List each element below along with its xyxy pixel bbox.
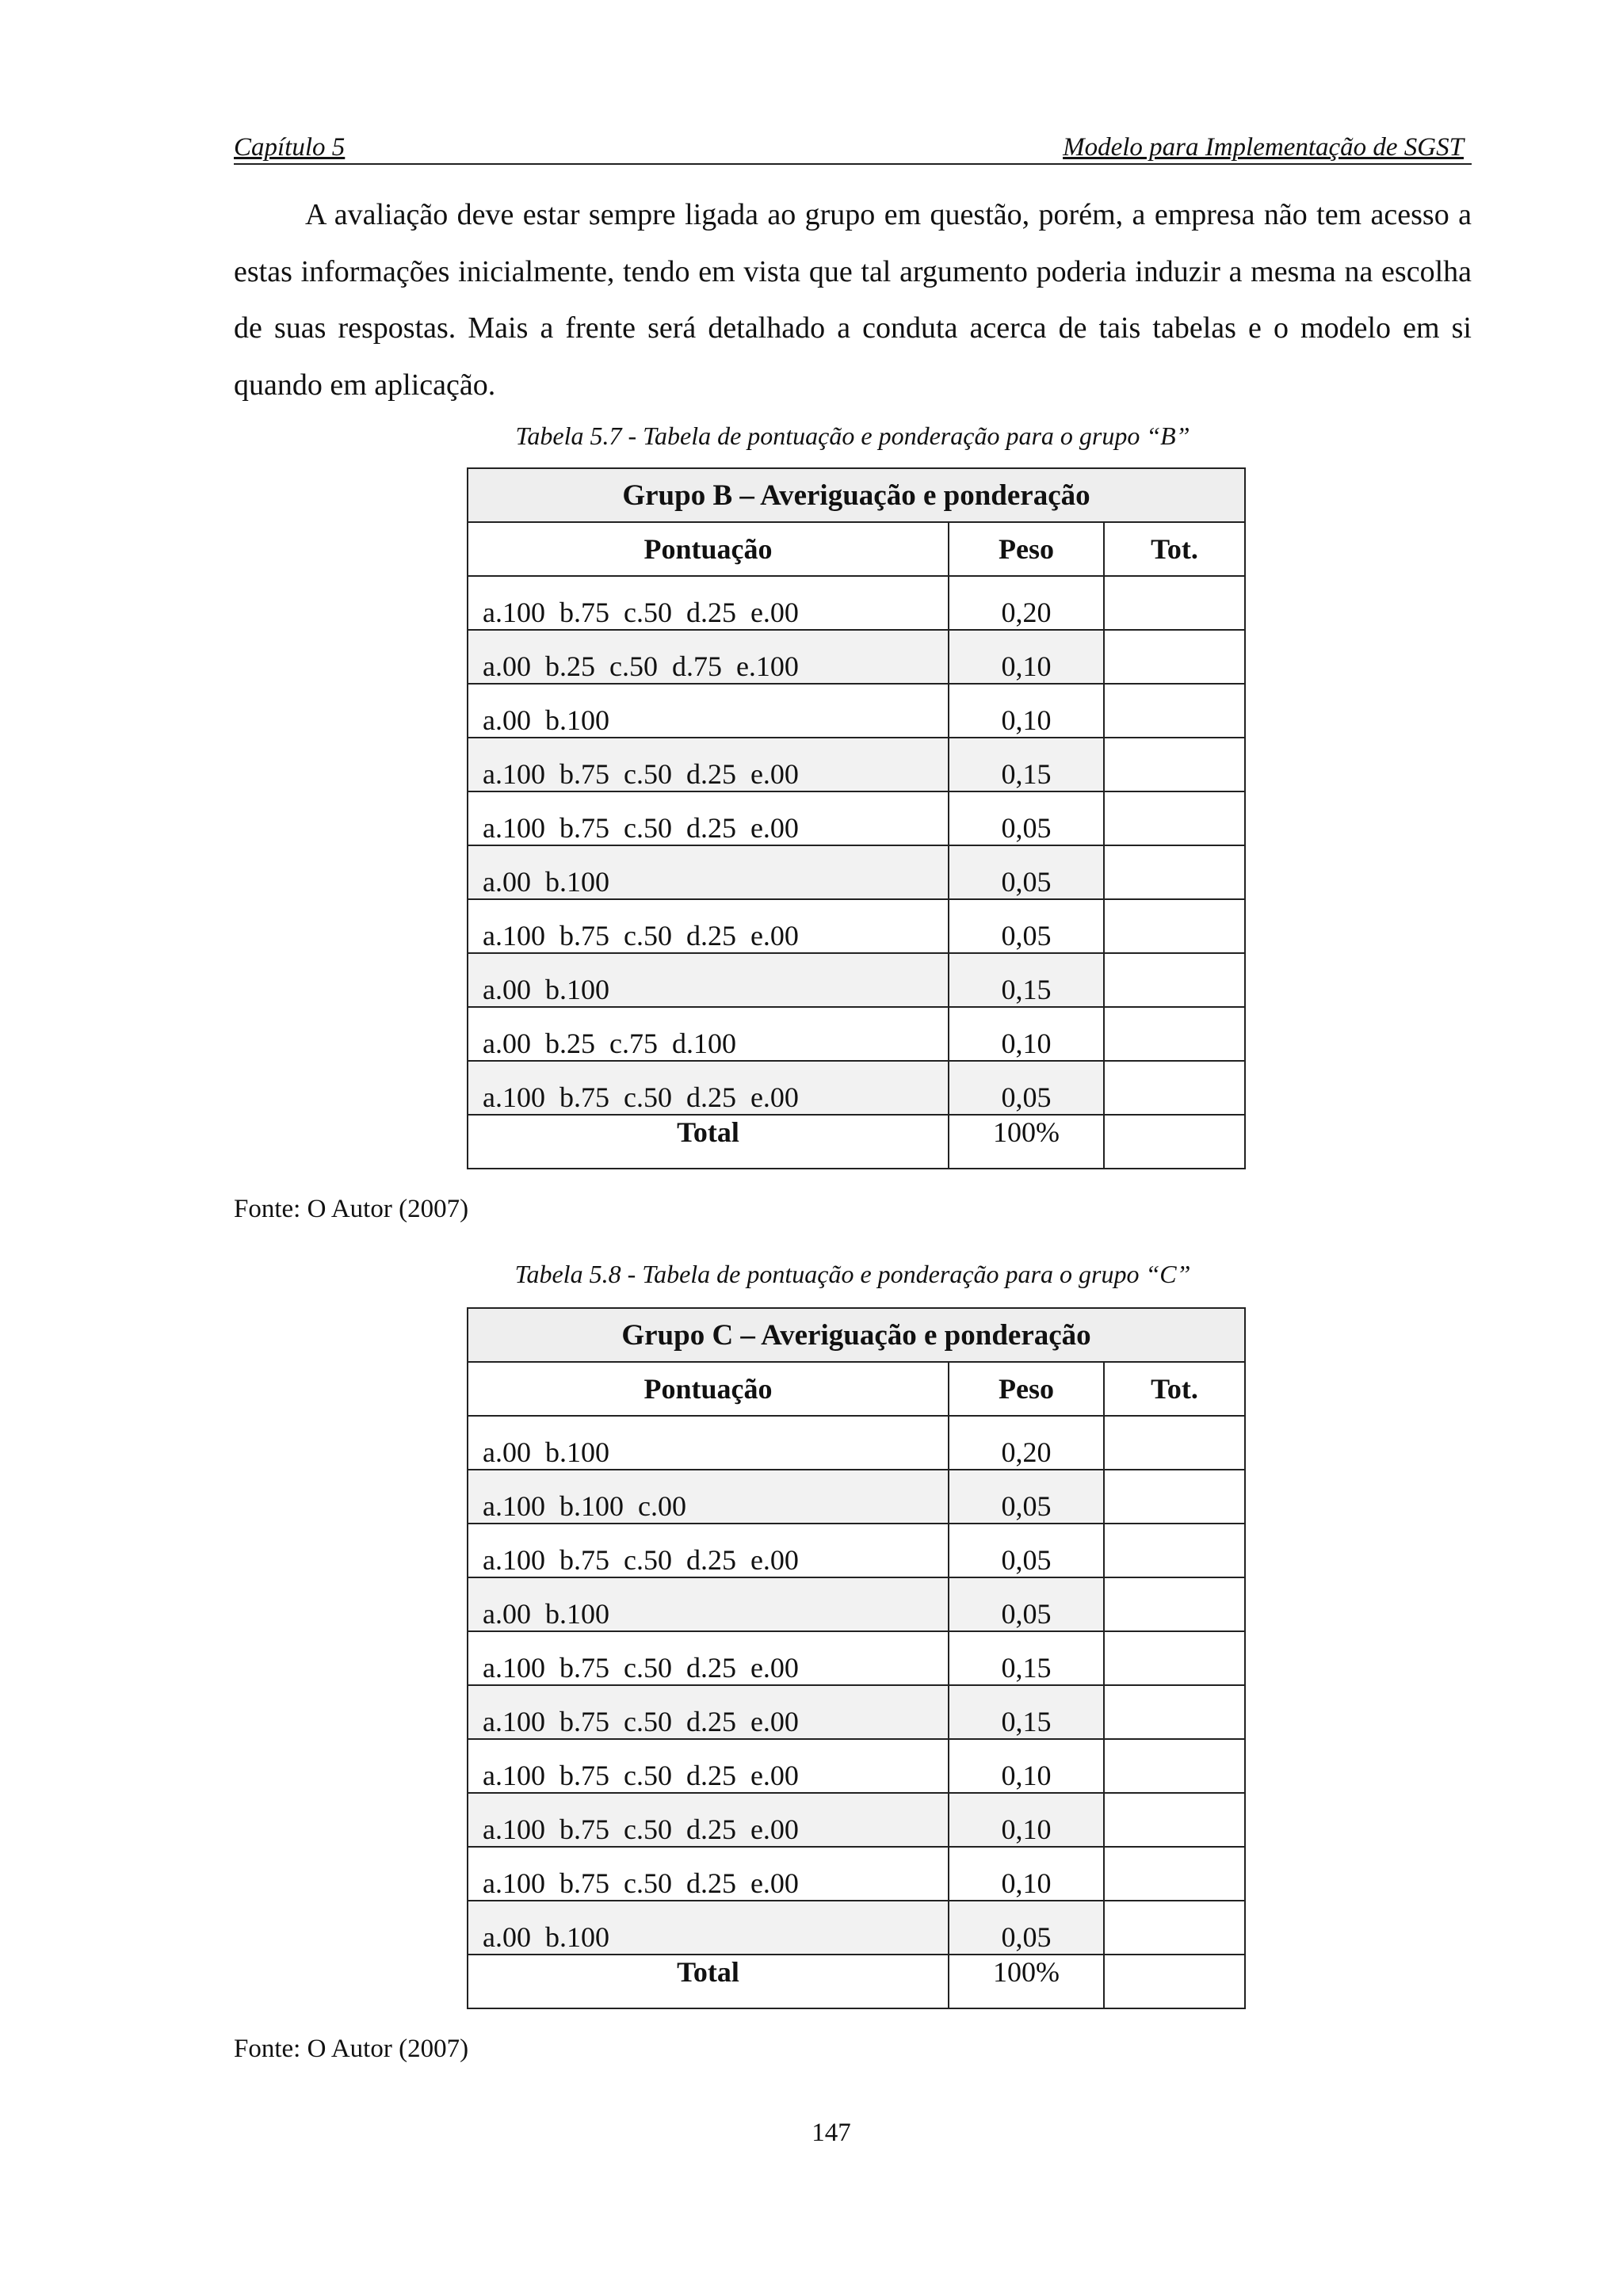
peso-text: 0,05 bbox=[1001, 1921, 1052, 1953]
total-row bbox=[468, 1955, 1245, 2008]
tot-cell bbox=[1104, 1470, 1245, 1524]
table-row bbox=[468, 1524, 1245, 1577]
pontuacao-cell bbox=[468, 791, 949, 845]
peso-text: 0,20 bbox=[1001, 597, 1052, 628]
table-group-c bbox=[467, 1307, 1246, 2009]
table-row bbox=[468, 630, 1245, 684]
paragraph-text: A avaliação deve estar sempre ligada ao grupo em questão, porém, a empresa não tem acesso a estas informações inicialmente, tendo em vista que tal argumento poderia induzir a mesma na escolha de suas respostas. Mais a frente será detalhado a conduta acerca de tais tabelas e o modelo em si quando em aplicação. bbox=[234, 198, 1472, 402]
tot-cell bbox=[1104, 684, 1245, 738]
pontuacao-text: a.00 b.100 bbox=[483, 866, 609, 898]
table-title: Grupo C – Averiguação e ponderação bbox=[468, 1308, 1245, 1362]
peso-text: 0,05 bbox=[1001, 1490, 1052, 1522]
page-header bbox=[234, 132, 1472, 165]
peso-cell bbox=[949, 845, 1104, 899]
pontuacao-text: a.00 b.100 bbox=[483, 1436, 609, 1468]
peso-cell bbox=[949, 1061, 1104, 1115]
table-row bbox=[468, 845, 1245, 899]
table-c-caption: Tabela 5.8 - Tabela de pontuação e ponderação para o grupo “C” bbox=[514, 1260, 1191, 1288]
pontuacao-text: a.00 b.100 bbox=[483, 1598, 609, 1630]
pontuacao-cell bbox=[468, 1524, 949, 1577]
peso-text: 0,10 bbox=[1001, 1760, 1052, 1791]
peso-text: 0,15 bbox=[1001, 1706, 1052, 1737]
table-c-source: Fonte: O Autor (2007) bbox=[234, 2035, 469, 2063]
table-row bbox=[468, 1847, 1245, 1901]
tot-cell bbox=[1104, 576, 1245, 630]
pontuacao-cell bbox=[468, 1061, 949, 1115]
peso-cell bbox=[949, 791, 1104, 845]
peso-text: 0,05 bbox=[1001, 1081, 1052, 1113]
table-row bbox=[468, 738, 1245, 791]
peso-text: 0,15 bbox=[1001, 1652, 1052, 1684]
peso-cell bbox=[949, 1577, 1104, 1631]
total-label: Total bbox=[468, 1955, 949, 2008]
pontuacao-text: a.00 b.25 c.50 d.75 e.100 bbox=[483, 650, 799, 682]
table-row bbox=[468, 1685, 1245, 1739]
page-number: 147 bbox=[812, 2119, 851, 2147]
col-header-pontuacao: Pontuação bbox=[468, 1362, 949, 1416]
pontuacao-text: a.100 b.75 c.50 d.25 e.00 bbox=[483, 597, 799, 628]
pontuacao-cell bbox=[468, 1901, 949, 1955]
pontuacao-text: a.100 b.75 c.50 d.25 e.00 bbox=[483, 1867, 799, 1899]
peso-cell bbox=[949, 1793, 1104, 1847]
table-row bbox=[468, 791, 1245, 845]
table-row bbox=[468, 1470, 1245, 1524]
peso-text: 0,10 bbox=[1001, 704, 1052, 736]
tot-cell bbox=[1104, 899, 1245, 953]
tot-cell bbox=[1104, 1739, 1245, 1793]
col-header-pontuacao: Pontuação bbox=[468, 522, 949, 576]
tot-cell bbox=[1104, 1524, 1245, 1577]
peso-cell bbox=[949, 1524, 1104, 1577]
peso-cell bbox=[949, 576, 1104, 630]
peso-text: 0,20 bbox=[1001, 1436, 1052, 1468]
peso-cell bbox=[949, 1901, 1104, 1955]
peso-text: 0,10 bbox=[1001, 650, 1052, 682]
tot-cell bbox=[1104, 1061, 1245, 1115]
table-group-b bbox=[467, 467, 1246, 1169]
pontuacao-text: a.00 b.100 bbox=[483, 974, 609, 1005]
table-row bbox=[468, 1007, 1245, 1061]
pontuacao-cell bbox=[468, 1847, 949, 1901]
total-value: 100% bbox=[949, 1115, 1104, 1169]
table-row bbox=[468, 1416, 1245, 1470]
table-title-row bbox=[468, 1308, 1245, 1362]
pontuacao-text: a.100 b.75 c.50 d.25 e.00 bbox=[483, 1081, 799, 1113]
pontuacao-text: a.100 b.75 c.50 d.25 e.00 bbox=[483, 812, 799, 844]
total-value: 100% bbox=[949, 1955, 1104, 2008]
pontuacao-cell bbox=[468, 1577, 949, 1631]
tot-cell bbox=[1104, 845, 1245, 899]
pontuacao-cell bbox=[468, 1793, 949, 1847]
pontuacao-cell bbox=[468, 1685, 949, 1739]
tot-cell bbox=[1104, 1847, 1245, 1901]
tot-cell bbox=[1104, 630, 1245, 684]
peso-text: 0,10 bbox=[1001, 1028, 1052, 1059]
pontuacao-text: a.00 b.25 c.75 d.100 bbox=[483, 1028, 736, 1059]
peso-text: 0,05 bbox=[1001, 1544, 1052, 1576]
pontuacao-cell bbox=[468, 1470, 949, 1524]
table-row bbox=[468, 1061, 1245, 1115]
pontuacao-text: a.100 b.75 c.50 d.25 e.00 bbox=[483, 1652, 799, 1684]
peso-text: 0,05 bbox=[1001, 866, 1052, 898]
peso-cell bbox=[949, 899, 1104, 953]
peso-text: 0,05 bbox=[1001, 812, 1052, 844]
table-row bbox=[468, 1739, 1245, 1793]
body-paragraph bbox=[234, 187, 1472, 414]
table-header-row bbox=[468, 1362, 1245, 1416]
tot-cell bbox=[1104, 1007, 1245, 1061]
pontuacao-text: a.00 b.100 bbox=[483, 1921, 609, 1953]
tot-cell bbox=[1104, 953, 1245, 1007]
total-tot-cell bbox=[1104, 1955, 1245, 2008]
pontuacao-text: a.100 b.75 c.50 d.25 e.00 bbox=[483, 758, 799, 790]
peso-cell bbox=[949, 1739, 1104, 1793]
tot-cell bbox=[1104, 791, 1245, 845]
peso-cell bbox=[949, 630, 1104, 684]
pontuacao-text: a.100 b.100 c.00 bbox=[483, 1490, 686, 1522]
total-row bbox=[468, 1115, 1245, 1169]
peso-text: 0,05 bbox=[1001, 920, 1052, 952]
pontuacao-cell bbox=[468, 845, 949, 899]
pontuacao-cell bbox=[468, 1631, 949, 1685]
pontuacao-text: a.100 b.75 c.50 d.25 e.00 bbox=[483, 1814, 799, 1845]
table-row bbox=[468, 576, 1245, 630]
col-header-tot: Tot. bbox=[1104, 522, 1245, 576]
pontuacao-cell bbox=[468, 576, 949, 630]
pontuacao-cell bbox=[468, 738, 949, 791]
peso-cell bbox=[949, 738, 1104, 791]
chapter-label: Capítulo 5 bbox=[234, 133, 346, 162]
pontuacao-text: a.100 b.75 c.50 d.25 e.00 bbox=[483, 1706, 799, 1737]
tot-cell bbox=[1104, 1416, 1245, 1470]
table-row bbox=[468, 899, 1245, 953]
tot-cell bbox=[1104, 1685, 1245, 1739]
total-tot-cell bbox=[1104, 1115, 1245, 1169]
pontuacao-cell bbox=[468, 684, 949, 738]
peso-cell bbox=[949, 684, 1104, 738]
pontuacao-text: a.100 b.75 c.50 d.25 e.00 bbox=[483, 1760, 799, 1791]
table-row bbox=[468, 1901, 1245, 1955]
table-row bbox=[468, 1577, 1245, 1631]
table-b-caption: Tabela 5.7 - Tabela de pontuação e ponderação para o grupo “B” bbox=[515, 421, 1190, 450]
table-row bbox=[468, 684, 1245, 738]
tot-cell bbox=[1104, 1901, 1245, 1955]
table-row bbox=[468, 1631, 1245, 1685]
peso-cell bbox=[949, 1470, 1104, 1524]
peso-text: 0,10 bbox=[1001, 1867, 1052, 1899]
peso-cell bbox=[949, 1685, 1104, 1739]
peso-text: 0,15 bbox=[1001, 758, 1052, 790]
peso-text: 0,10 bbox=[1001, 1814, 1052, 1845]
col-header-peso: Peso bbox=[949, 1362, 1104, 1416]
table-title-row bbox=[468, 468, 1245, 522]
pontuacao-text: a.100 b.75 c.50 d.25 e.00 bbox=[483, 1544, 799, 1576]
pontuacao-text: a.100 b.75 c.50 d.25 e.00 bbox=[483, 920, 799, 952]
table-header-row bbox=[468, 522, 1245, 576]
peso-cell bbox=[949, 1631, 1104, 1685]
peso-text: 0,15 bbox=[1001, 974, 1052, 1005]
pontuacao-cell bbox=[468, 953, 949, 1007]
peso-cell bbox=[949, 1416, 1104, 1470]
peso-cell bbox=[949, 1007, 1104, 1061]
header-title: Modelo para Implementação de SGST bbox=[1063, 133, 1464, 162]
pontuacao-cell bbox=[468, 630, 949, 684]
total-label: Total bbox=[468, 1115, 949, 1169]
tot-cell bbox=[1104, 1793, 1245, 1847]
tot-cell bbox=[1104, 738, 1245, 791]
col-header-peso: Peso bbox=[949, 522, 1104, 576]
peso-cell bbox=[949, 953, 1104, 1007]
peso-cell bbox=[949, 1847, 1104, 1901]
pontuacao-cell bbox=[468, 899, 949, 953]
pontuacao-text: a.00 b.100 bbox=[483, 704, 609, 736]
table-row bbox=[468, 953, 1245, 1007]
tot-cell bbox=[1104, 1577, 1245, 1631]
pontuacao-cell bbox=[468, 1416, 949, 1470]
col-header-tot: Tot. bbox=[1104, 1362, 1245, 1416]
table-b-source: Fonte: O Autor (2007) bbox=[234, 1195, 469, 1223]
pontuacao-cell bbox=[468, 1007, 949, 1061]
table-row bbox=[468, 1793, 1245, 1847]
tot-cell bbox=[1104, 1631, 1245, 1685]
pontuacao-cell bbox=[468, 1739, 949, 1793]
table-title: Grupo B – Averiguação e ponderação bbox=[468, 468, 1245, 522]
peso-text: 0,05 bbox=[1001, 1598, 1052, 1630]
